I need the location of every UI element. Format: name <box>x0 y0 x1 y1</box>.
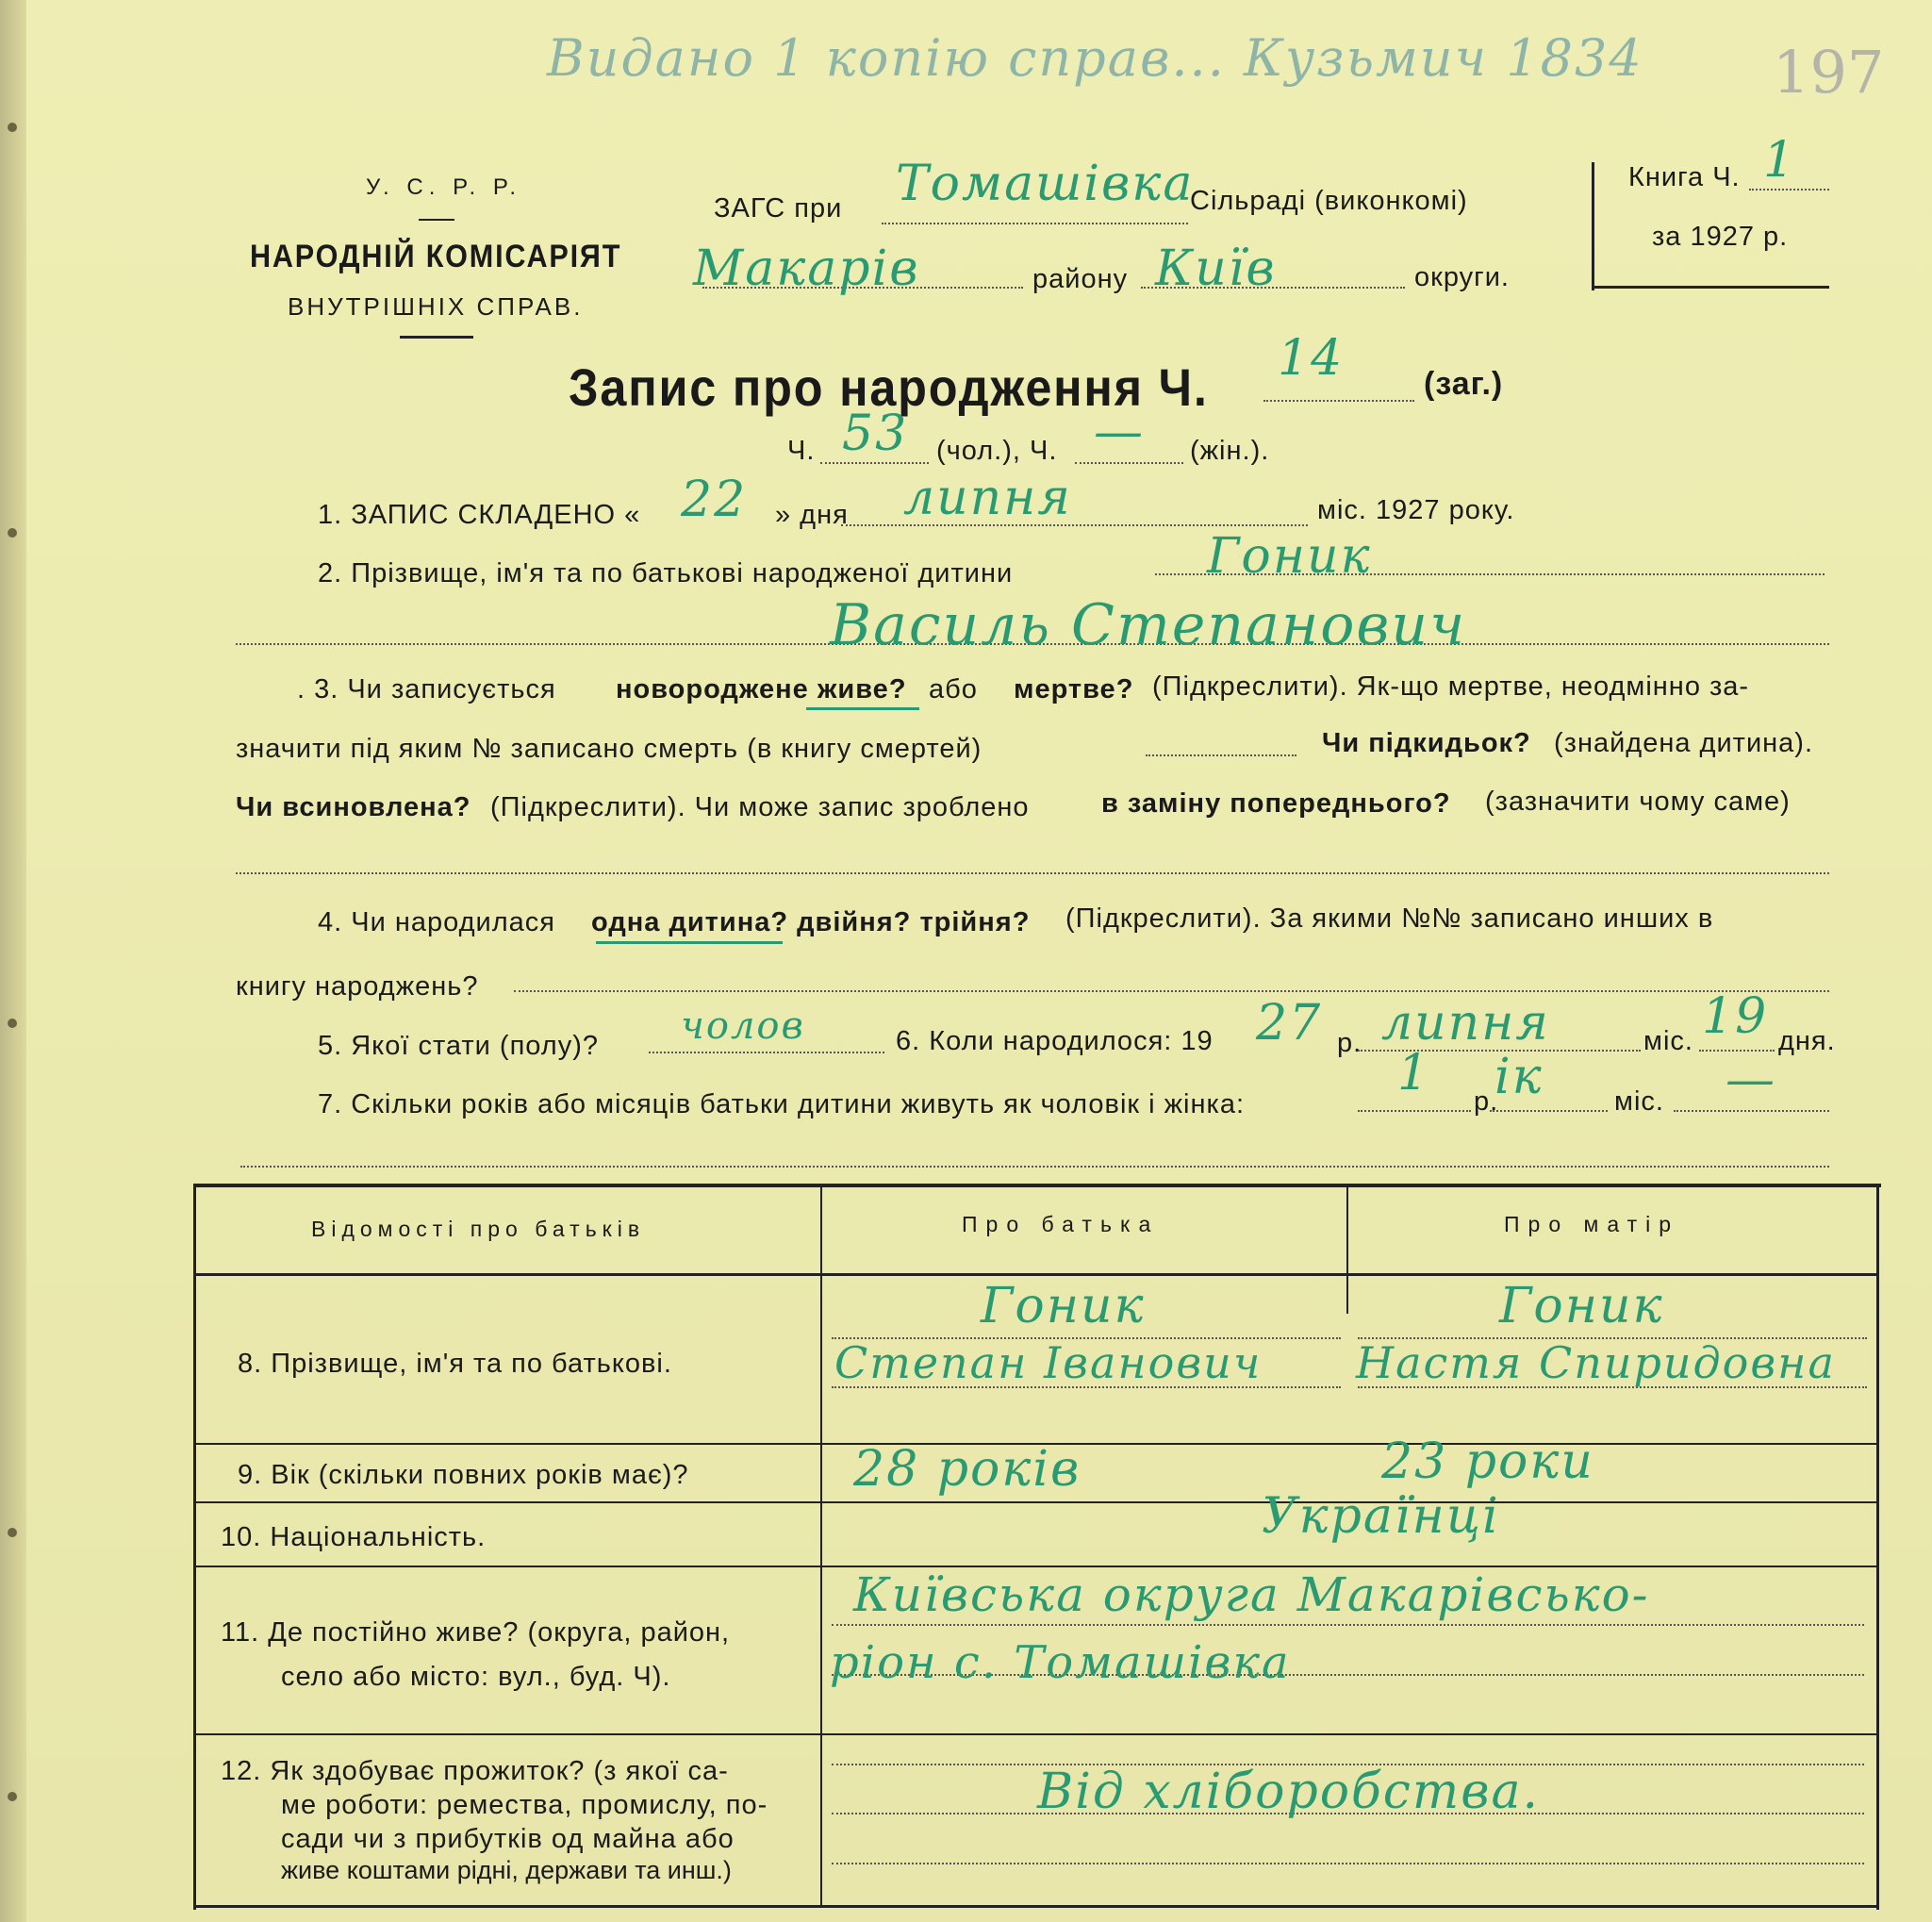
binding-hole <box>8 1019 17 1028</box>
table-header-mother: Про матір <box>1504 1212 1680 1236</box>
header-rule <box>419 219 454 221</box>
row12-label-c: сади чи з прибутків од майна або <box>281 1824 735 1854</box>
item1-year-label: міс. 1927 року. <box>1317 495 1515 525</box>
item6-month-label: міс. <box>1643 1026 1693 1056</box>
table-column-divider <box>820 1184 822 1908</box>
item7-months-handwritten: ік <box>1494 1049 1544 1105</box>
page-binding-edge <box>0 0 26 1922</box>
item4-instruction: (Підкреслити). За якими №№ записано инших в <box>1065 903 1714 934</box>
record-number-handwritten: 14 <box>1278 330 1345 387</box>
item5-line <box>649 1052 884 1053</box>
item3-alive-underline <box>806 707 919 710</box>
district-label: району <box>1032 264 1129 294</box>
zags-prefix: ЗАГС при <box>714 193 843 224</box>
female-number-label: (жін.). <box>1190 436 1270 466</box>
row12-line-3 <box>832 1863 1864 1864</box>
row11-residence-line1: Київська округа Макарівсько- <box>853 1567 1650 1622</box>
item5-handwritten: чолов <box>681 1004 805 1048</box>
ussr-header: У. С. Р. Р. <box>366 174 522 200</box>
item6-label: 6. Коли народилося: 19 <box>896 1026 1214 1056</box>
item7-months-label: міс. <box>1614 1086 1664 1117</box>
binding-hole <box>8 123 17 132</box>
row10-nationality: Українці <box>1262 1488 1500 1545</box>
item7-years-line <box>1358 1110 1471 1112</box>
item7-line <box>240 1166 1829 1168</box>
item4-options: одна дитина? двійня? трійня? <box>591 907 1031 937</box>
table-bottom-border <box>193 1905 1879 1908</box>
binding-hole <box>8 528 17 538</box>
ministry-header: ВНУТРІШНІХ СПРАВ. <box>288 292 584 321</box>
row12-label-d: живе коштами рідні, держави та инш.) <box>281 1856 732 1884</box>
council-label: Сільраді (виконкомі) <box>1190 186 1468 216</box>
item4-label: 4. Чи народилася <box>318 907 555 937</box>
top-handwritten-note: Видано 1 копію справ... Кузьмич 1834 <box>547 28 1643 88</box>
okrug-label: округи. <box>1414 262 1510 292</box>
row12-label-a: 12. Як здобуває прожиток? (з якої са- <box>221 1756 729 1786</box>
item6-day-handwritten: 19 <box>1702 988 1769 1045</box>
row12-occupation: Від хліборобства. <box>1037 1764 1541 1820</box>
row9-mother-age: 23 роки <box>1381 1433 1594 1490</box>
row12-label-b: ме роботи: ремества, промислу, по- <box>281 1790 768 1820</box>
item3-death-line <box>1146 754 1296 756</box>
item1-month-handwritten: липня <box>903 470 1072 526</box>
female-number-handwritten: — <box>1094 404 1145 460</box>
item6-year-handwritten: 27 <box>1256 995 1323 1052</box>
item4-book-label: книгу народжень? <box>236 971 479 1002</box>
table-header-parents: Відомості про батьків <box>311 1217 646 1241</box>
item2-name-handwritten: Василь Степанович <box>830 592 1467 658</box>
table-top-border <box>193 1184 1881 1187</box>
book-box-border <box>1592 162 1594 290</box>
row8-father-name: Степан Іванович <box>834 1337 1263 1388</box>
record-title: Запис про народження Ч. <box>569 357 1209 417</box>
book-number-handwritten: 1 <box>1763 132 1797 189</box>
item7-years-label: р. <box>1474 1086 1499 1117</box>
row11-residence-line2: ріон с. Томашівка <box>830 1636 1291 1689</box>
item7-extra-line <box>1674 1110 1829 1112</box>
male-number-label: (чол.), Ч. <box>936 436 1058 466</box>
header-rule <box>400 336 473 339</box>
item5-label: 5. Якої стати (полу)? <box>318 1031 599 1061</box>
record-number-line <box>1263 400 1414 402</box>
item3-foundling: Чи підкидьок? <box>1322 728 1531 758</box>
item1-day-handwritten: 22 <box>681 472 748 528</box>
row8-mother-name: Настя Спиридовна <box>1356 1337 1836 1388</box>
binding-hole <box>8 1528 17 1537</box>
row11-line-1 <box>832 1624 1864 1626</box>
item3-or: або <box>929 674 978 704</box>
item1-day-label: » дня <box>775 500 849 530</box>
book-field-line <box>1749 189 1829 191</box>
row8-mother-surname: Гоник <box>1499 1278 1664 1334</box>
table-header-rule <box>193 1273 1876 1276</box>
item3-dead-option: мертве? <box>1014 674 1134 704</box>
item3-adopted: Чи всиновлена? <box>236 792 471 822</box>
item6-day-label: дня. <box>1778 1026 1836 1056</box>
village-handwritten: Томашівка <box>896 156 1195 212</box>
item4-single-underline <box>596 941 783 944</box>
table-column-divider <box>1346 1184 1348 1314</box>
row11-label-a: 11. Де постійно живе? (округа, район, <box>221 1617 731 1648</box>
item6-month-handwritten: липня <box>1381 995 1550 1052</box>
item3-number: . 3. Чи записується <box>297 674 556 704</box>
row10-label: 10. Національність. <box>221 1522 487 1552</box>
table-row-rule <box>193 1501 1876 1503</box>
book-year: за 1927 р. <box>1652 222 1789 252</box>
item3-death-record: значити під яким № записано смерть (в книгу смертей) <box>236 734 983 764</box>
row9-father-age: 28 років <box>853 1441 1082 1498</box>
book-label: Книга Ч. <box>1628 162 1741 192</box>
book-box-border <box>1592 286 1829 289</box>
village-field-line <box>882 223 1188 224</box>
table-right-border <box>1876 1184 1879 1910</box>
item7-months-line <box>1490 1110 1608 1112</box>
item7-label: 7. Скільки років або місяців батьки дитини живуть як чоловік і жінка: <box>318 1089 1246 1119</box>
item3-instruction: (Підкреслити). Як-що мертве, неодмінно за- <box>1152 671 1750 702</box>
okrug-handwritten: Київ <box>1155 240 1277 297</box>
table-left-border <box>193 1184 196 1910</box>
district-handwritten: Макарів <box>693 240 920 297</box>
page-number-stamp: 197 <box>1773 38 1885 107</box>
item3-replacement: в заміну попереднього? <box>1101 788 1451 819</box>
item4-line <box>514 990 1829 992</box>
table-row-rule <box>193 1733 1876 1735</box>
row8-label: 8. Прізвище, ім'я та по батькові. <box>238 1349 672 1379</box>
item3-replacement-text: (Підкреслити). Чи може запис зроблено <box>490 792 1030 822</box>
item3-alive-option: новороджене живе? <box>616 674 907 704</box>
item6-year-label: р. <box>1337 1028 1362 1058</box>
row9-label: 9. Вік (скільки повних років має)? <box>238 1460 689 1490</box>
item3-line <box>236 872 1829 874</box>
item2-label: 2. Прізвище, ім'я та по батькові народженої дитини <box>318 558 1014 588</box>
item3-foundling-note: (знайдена дитина). <box>1554 728 1814 758</box>
male-number-prefix: Ч. <box>787 436 816 466</box>
record-title-suffix: (заг.) <box>1424 366 1504 402</box>
item3-replacement-note: (зазначити чому саме) <box>1485 787 1791 817</box>
table-header-father: Про батька <box>962 1212 1160 1236</box>
item1-label: 1. ЗАПИС СКЛАДЕНО « <box>318 500 641 530</box>
commissariat-header: НАРОДНІЙ КОМІСАРІЯТ <box>250 239 622 274</box>
binding-hole <box>8 1792 17 1801</box>
item7-dash-handwritten: — <box>1726 1052 1776 1108</box>
row11-label-b: село або місто: вул., буд. Ч). <box>281 1662 671 1692</box>
female-number-line <box>1075 462 1183 464</box>
male-number-handwritten: 53 <box>842 406 909 462</box>
item7-years-handwritten: 1 <box>1397 1045 1431 1102</box>
item2-surname-handwritten: Гоник <box>1207 528 1372 585</box>
male-number-line <box>820 462 929 464</box>
row8-father-surname: Гоник <box>981 1278 1146 1334</box>
